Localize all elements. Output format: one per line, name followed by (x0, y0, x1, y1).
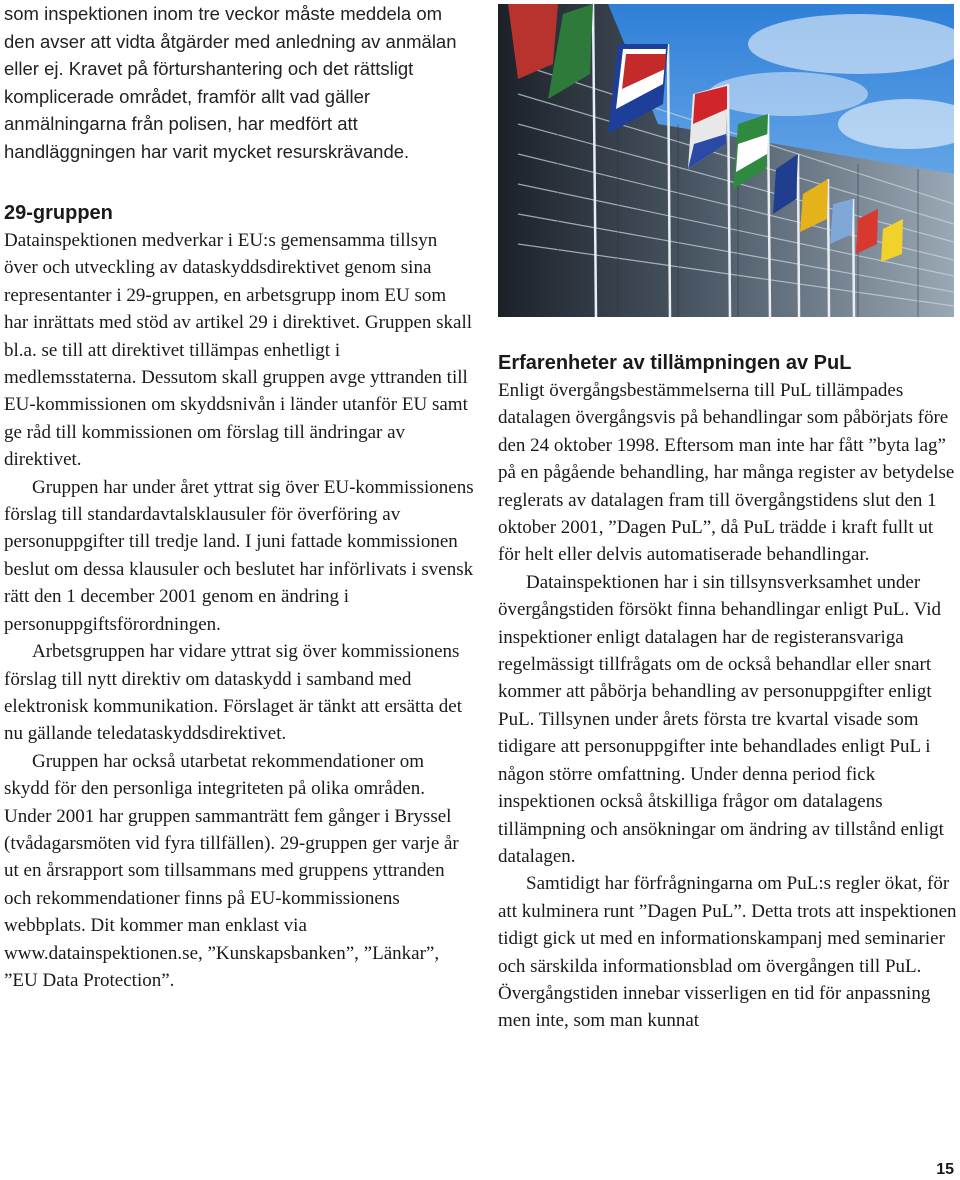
intro-paragraph: som inspektionen inom tre veckor måste meddela om den avser att vidta åtgärder med anledning av anmälan eller ej. Kravet på förturshantering och det rättsligt komplicerade området, framför allt vad gäller anmälningarna från polisen, har medfört att handläggningen har varit mycket resurskrävande. (4, 3, 457, 162)
section-heading-29-gruppen: 29-gruppen (4, 202, 113, 224)
section-heading-erfarenheter: Erfarenheter av tillämpningen av PuL (498, 352, 852, 374)
paragraph: Arbetsgruppen har vidare yttrat sig över kommissionens förslag till nytt direktiv om dataskydd i samband med elektronisk kommunikation. Förslaget är tänkt att ersätta det nu gällande teledataskyddsdirektivet. (4, 641, 462, 745)
paragraph: Samtidigt har förfrågningarna om PuL:s regler ökat, för att kulminera runt ”Dagen PuL”. Detta trots att inspektionen tidigt gick ut med en informationskampanj med seminarier och särskilda informationsblad om övergången till PuL. Övergångstiden innebar visserligen en tid för anpassning men inte, som man kunnat (498, 873, 957, 1032)
paragraph: Datainspektionen medverkar i EU:s gemensamma tillsyn över och utveckling av dataskyddsdirektivet genom sina representanter i 29-gruppen, en arbetsgrupp inom EU som har inrättats med stöd av artikel 29 i direktivet. Gruppen skall bl.a. se till att direktivet tillämpas enhetligt i medlemsstaterna. Dessutom skall gruppen avge yttranden till EU-kommissionen om skyddsnivån i länder utanför EU samt ge råd till kommissionen om förslag till ändringar av direktivet. (4, 230, 473, 471)
page-number: 15 (936, 1161, 954, 1178)
section-29-gruppen (4, 199, 474, 994)
paragraph: Datainspektionen har i sin tillsynsverksamhet under övergångstiden försökt finna behandlingar enligt PuL. Vid inspektioner enligt datalagen har de registeransvariga regelmässigt tillfrågats om de också behandlar eller snart kommer att påbörja behandling av personuppgifter enligt PuL. Tillsynen under årets första tre kvartal visade som tidigare att personuppgifter inte behandlades enligt PuL i någon större omfattning. Under denna period fick inspektionen också åtskilliga frågor om datalagens tillämpning och ansökningar om ändring av tillstånd enligt datalagen. (498, 571, 944, 867)
eu-flags-building-photo (498, 4, 954, 317)
section-erfarenheter-pul (498, 349, 958, 1035)
paragraph: Gruppen har också utarbetat rekommendationer om skydd för den personliga integriteten på olika områden. Under 2001 har gruppen sammanträtt fem gånger i Bryssel (tvådagarsmöten vid fyra tillfällen). 29-gruppen ger varje år ut en årsrapport som tillsammans med gruppens yttranden och rekommendationer finns på EU-kommissionens webbplats. Dit kommer man enklast via www.datainspektionen.se, ”Kunskapsbanken”, ”Länkar”, ”EU Data Protection”. (4, 750, 459, 991)
paragraph: Enligt övergångsbestämmelserna till PuL tillämpades datalagen övergångsvis på behandlingar som påbörjats före den 24 oktober 1998. Eftersom man inte har fått ”byta lag” på en pågående behandling, har många register av betydelse reglerats av datalagen fram till övergångstidens slut den 1 oktober 2001, ”Dagen PuL”, då PuL trädde i kraft fullt ut för helt eller delvis automatiserade behandlingar. (498, 380, 955, 566)
paragraph: Gruppen har under året yttrat sig över EU-kommissionens förslag till standardavtalsklausuler för överföring av personuppgifter till tredje land. I juni fattade kommissionen beslut om dessa klausuler och beslutet har införlivats i svensk rätt den 1 december 2001 genom en ändring i personuppgiftsförordningen. (4, 476, 474, 635)
intro-text-block (4, 0, 474, 165)
